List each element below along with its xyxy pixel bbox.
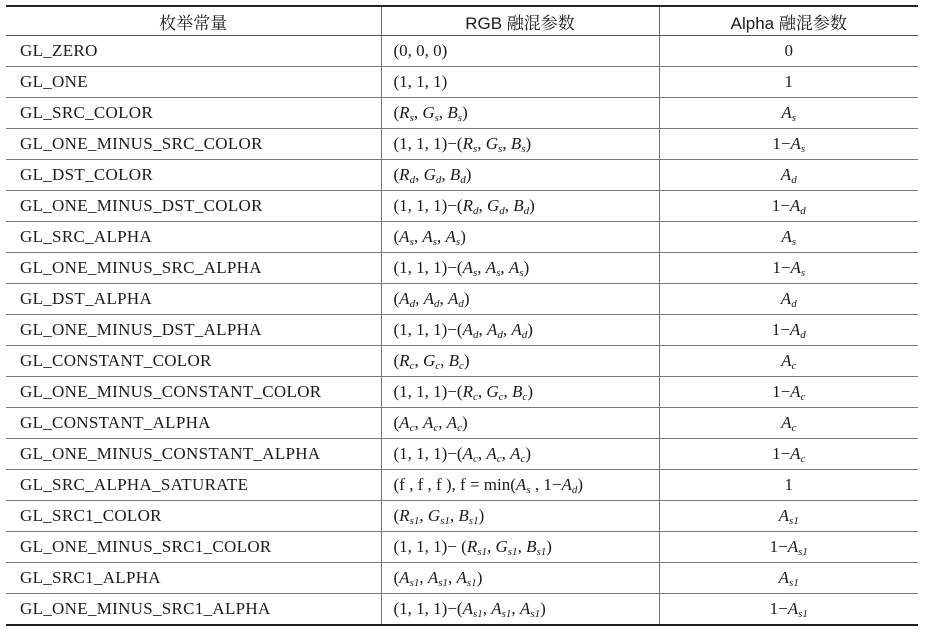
formula-text: , [448, 568, 457, 587]
formula-subscript: s1 [438, 577, 449, 589]
alpha-factor-cell [659, 563, 918, 594]
alpha-factor-cell [659, 36, 918, 67]
formula-text: (1, 1, 1)−( [393, 134, 463, 153]
table-body [6, 36, 918, 626]
enum-constant-cell: GL_SRC1_COLOR [6, 501, 381, 532]
formula-variable: A [510, 444, 521, 463]
formula-subscript: s1 [477, 546, 487, 558]
formula-text: , [441, 165, 450, 184]
formula-variable: A [787, 537, 799, 556]
formula-text: ) [577, 475, 583, 494]
alpha-factor-cell [659, 160, 918, 191]
rgb-factor-cell [381, 191, 659, 222]
formula-variable: A [462, 599, 473, 618]
formula-subscript: s [409, 112, 414, 124]
enum-constant-cell: GL_ONE_MINUS_CONSTANT_ALPHA [6, 439, 381, 470]
formula-variable: A [790, 134, 801, 153]
formula-variable: B [526, 537, 537, 556]
formula-subscript: s1 [536, 546, 547, 558]
formula-text: , [414, 351, 423, 370]
formula-subscript: s [409, 236, 414, 248]
alpha-factor-cell [659, 408, 918, 439]
formula-subscript: s1 [501, 608, 512, 620]
formula-text: , [413, 227, 423, 246]
formula-variable: A [781, 103, 792, 122]
formula-subscript: s [432, 236, 438, 248]
formula-variable: A [399, 413, 410, 432]
formula-text: 1− [769, 599, 788, 618]
formula-text: ) [525, 134, 532, 153]
formula-variable: A [781, 413, 792, 432]
formula-text: , 1− [530, 475, 562, 494]
formula-text: (1, 1, 1)−( [393, 196, 463, 215]
rgb-factor-cell [381, 98, 659, 129]
formula-text: 0 [784, 41, 793, 60]
formula-subscript: s [496, 267, 501, 279]
enum-constant-cell: GL_SRC1_ALPHA [6, 563, 381, 594]
formula-subscript: d [472, 329, 479, 341]
formula-text: ) [476, 568, 483, 587]
formula-text: ( [393, 506, 400, 525]
formula-text: , [415, 289, 424, 308]
formula-text: ( [393, 165, 400, 184]
formula-subscript: s [457, 112, 463, 124]
enum-constant-cell: GL_SRC_COLOR [6, 98, 381, 129]
formula-text: ) [523, 258, 530, 277]
formula-text: , [439, 289, 448, 308]
formula-subscript: d [800, 329, 806, 341]
formula-subscript: s [472, 143, 478, 155]
formula-subscript: c [791, 422, 797, 434]
rgb-factor-cell [381, 346, 659, 377]
formula-text: ) [462, 413, 468, 432]
formula-text: ( [393, 227, 400, 246]
formula-variable: A [781, 227, 792, 246]
rgb-factor-cell [381, 253, 659, 284]
enum-constant-cell: GL_ONE_MINUS_SRC1_ALPHA [6, 594, 381, 626]
formula-variable: A [519, 599, 531, 618]
alpha-factor-cell [659, 253, 918, 284]
formula-text: 1 [784, 72, 793, 91]
table-row [6, 470, 918, 501]
formula-subscript: d [523, 205, 530, 217]
formula-subscript: s1 [468, 515, 479, 527]
formula-variable: G [486, 382, 499, 401]
alpha-factor-cell [659, 439, 918, 470]
formula-variable: A [462, 258, 473, 277]
formula-subscript: c [520, 453, 526, 465]
formula-variable: R [462, 196, 473, 215]
table-row [6, 284, 918, 315]
formula-text: , [440, 351, 449, 370]
formula-text: 1− [772, 382, 791, 401]
rgb-factor-cell [381, 377, 659, 408]
formula-text: , [517, 537, 527, 556]
formula-variable: G [427, 506, 441, 525]
rgb-factor-cell [381, 594, 659, 626]
formula-subscript: s1 [798, 546, 808, 558]
formula-variable: R [462, 134, 473, 153]
formula-text: ) [529, 196, 535, 215]
formula-text: 1− [771, 196, 790, 215]
formula-text: (1, 1, 1)− ( [393, 537, 467, 556]
formula-text: 1− [772, 258, 791, 277]
formula-subscript: d [800, 205, 806, 217]
alpha-factor-cell [659, 284, 918, 315]
rgb-factor-cell [381, 222, 659, 253]
formula-text: , [482, 599, 492, 618]
formula-subscript: s1 [409, 515, 420, 527]
formula-variable: A [561, 475, 572, 494]
formula-variable: A [781, 351, 792, 370]
formula-subscript: d [497, 329, 503, 341]
alpha-factor-cell [659, 129, 918, 160]
formula-text: , [502, 134, 511, 153]
formula-text: , [449, 506, 459, 525]
formula-variable: A [486, 444, 497, 463]
formula-variable: B [449, 165, 461, 184]
formula-text: ) [460, 227, 466, 246]
rgb-factor-cell [381, 470, 659, 501]
formula-subscript: c [496, 453, 502, 465]
formula-variable: A [778, 506, 790, 525]
formula-variable: A [790, 258, 801, 277]
formula-variable: G [486, 196, 500, 215]
formula-subscript: c [800, 453, 806, 465]
formula-text: ) [546, 537, 552, 556]
formula-subscript: d [521, 329, 528, 341]
formula-subscript: s1 [530, 608, 541, 620]
formula-variable: A [422, 227, 433, 246]
rgb-factor-cell [381, 36, 659, 67]
formula-subscript: d [571, 484, 578, 496]
formula-text: ( [393, 103, 400, 122]
alpha-factor-cell [659, 67, 918, 98]
formula-text: , [511, 599, 520, 618]
formula-variable: A [399, 227, 410, 246]
formula-subscript: c [435, 360, 441, 372]
formula-variable: G [422, 103, 435, 122]
formula-text: ( [393, 289, 400, 308]
formula-subscript: s [791, 112, 797, 124]
formula-text: , [415, 165, 424, 184]
enum-constant-cell: GL_DST_COLOR [6, 160, 381, 191]
formula-variable: G [485, 134, 499, 153]
formula-text: , [487, 537, 496, 556]
formula-variable: A [423, 289, 434, 308]
formula-subscript: d [791, 174, 797, 186]
header-enum-constant: 枚举常量 [6, 6, 381, 36]
formula-subscript: s [791, 236, 797, 248]
formula-text: ) [527, 382, 533, 401]
enum-constant-cell: GL_ONE_MINUS_DST_ALPHA [6, 315, 381, 346]
formula-variable: A [515, 475, 527, 494]
alpha-factor-cell [659, 315, 918, 346]
formula-variable: R [399, 165, 410, 184]
formula-text: ) [462, 103, 468, 122]
formula-variable: G [423, 165, 436, 184]
formula-subscript: s [472, 267, 478, 279]
formula-subscript: s [455, 236, 461, 248]
formula-subscript: c [409, 360, 415, 372]
formula-variable: R [462, 382, 473, 401]
formula-variable: A [445, 227, 456, 246]
rgb-factor-cell [381, 284, 659, 315]
formula-text: , [477, 134, 486, 153]
rgb-factor-cell [381, 532, 659, 563]
formula-subscript: d [435, 174, 442, 186]
enum-constant-cell: GL_DST_ALPHA [6, 284, 381, 315]
table-row [6, 253, 918, 284]
table-row [6, 36, 918, 67]
table-row [6, 439, 918, 470]
header-rgb-blend-factor: RGB 融混参数 [381, 6, 659, 36]
table-row [6, 129, 918, 160]
formula-subscript: s1 [789, 515, 799, 527]
formula-subscript: d [409, 298, 416, 310]
formula-subscript: d [499, 205, 505, 217]
formula-text: (1, 1, 1)−( [393, 599, 463, 618]
rgb-factor-cell [381, 67, 659, 98]
formula-variable: G [495, 537, 508, 556]
formula-text: ) [463, 351, 470, 370]
formula-text: , [414, 413, 423, 432]
formula-text: (1, 1, 1) [393, 72, 448, 91]
table-row [6, 532, 918, 563]
formula-variable: A [462, 320, 473, 339]
formula-variable: A [780, 289, 792, 308]
formula-text: , [477, 444, 487, 463]
rgb-factor-cell [381, 408, 659, 439]
formula-subscript: d [409, 174, 416, 186]
formula-text: (1, 1, 1)−( [393, 258, 463, 277]
formula-text: ) [478, 506, 485, 525]
formula-subscript: s1 [409, 577, 420, 589]
formula-text: ) [525, 444, 532, 463]
formula-variable: A [790, 382, 801, 401]
formula-variable: A [508, 258, 520, 277]
table-row [6, 67, 918, 98]
formula-text: (0, 0, 0) [393, 41, 448, 60]
formula-variable: B [512, 382, 523, 401]
formula-variable: A [787, 599, 799, 618]
formula-variable: A [447, 289, 459, 308]
formula-subscript: d [791, 298, 797, 310]
formula-text: ) [540, 599, 546, 618]
formula-subscript: c [472, 391, 478, 403]
formula-variable: G [422, 351, 436, 370]
enum-constant-cell: GL_ONE_MINUS_CONSTANT_COLOR [6, 377, 381, 408]
alpha-factor-cell [659, 532, 918, 563]
blend-factor-table [6, 5, 918, 626]
formula-subscript: d [458, 298, 464, 310]
formula-subscript: c [433, 422, 439, 434]
table-row [6, 191, 918, 222]
formula-variable: R [466, 537, 478, 556]
formula-variable: B [458, 506, 469, 525]
formula-variable: A [486, 320, 498, 339]
formula-subscript: c [457, 422, 463, 434]
table-row [6, 594, 918, 626]
formula-variable: A [789, 320, 801, 339]
formula-variable: B [448, 351, 460, 370]
formula-subscript: s1 [466, 577, 477, 589]
table-row [6, 408, 918, 439]
formula-subscript: c [409, 422, 415, 434]
formula-text: ( [393, 351, 400, 370]
formula-subscript: s [800, 267, 806, 279]
formula-text: ( [393, 568, 400, 587]
formula-subscript: d [460, 174, 466, 186]
table-row [6, 501, 918, 532]
formula-variable: A [511, 320, 522, 339]
formula-text: (1, 1, 1)−( [393, 320, 463, 339]
formula-text: (1, 1, 1)−( [393, 444, 463, 463]
formula-subscript: c [459, 360, 464, 372]
formula-text: 1− [769, 537, 788, 556]
formula-variable: A [485, 258, 497, 277]
formula-variable: A [778, 568, 790, 587]
rgb-factor-cell [381, 439, 659, 470]
alpha-factor-cell [659, 501, 918, 532]
formula-text: , [438, 103, 448, 122]
formula-text: , [419, 568, 428, 587]
formula-subscript: s1 [789, 577, 799, 589]
formula-text: , [419, 506, 428, 525]
table-row [6, 346, 918, 377]
formula-subscript: s [434, 112, 439, 124]
formula-subscript: s [521, 143, 526, 155]
formula-subscript: s [800, 143, 806, 155]
table-row [6, 160, 918, 191]
formula-text: , [503, 382, 513, 401]
formula-variable: B [447, 103, 458, 122]
formula-subscript: c [498, 391, 504, 403]
formula-subscript: s1 [507, 546, 518, 558]
header-alpha-blend-factor: Alpha 融混参数 [659, 6, 918, 36]
rgb-factor-cell [381, 160, 659, 191]
formula-text: , [478, 320, 487, 339]
formula-subscript: s [498, 143, 503, 155]
alpha-factor-cell [659, 222, 918, 253]
table-row [6, 563, 918, 594]
alpha-factor-cell [659, 377, 918, 408]
formula-text: 1− [772, 134, 791, 153]
formula-variable: A [427, 568, 439, 587]
formula-text: , [477, 258, 486, 277]
formula-variable: A [491, 599, 502, 618]
table-header-row [6, 6, 918, 36]
formula-variable: A [422, 413, 434, 432]
enum-constant-cell: GL_CONSTANT_COLOR [6, 346, 381, 377]
formula-text: (f , f , f ), f = min( [393, 475, 516, 494]
formula-text: ( [393, 413, 400, 432]
formula-text: , [438, 413, 447, 432]
formula-text: , [413, 103, 423, 122]
alpha-factor-cell [659, 594, 918, 626]
rgb-factor-cell [381, 315, 659, 346]
formula-variable: A [462, 444, 473, 463]
alpha-factor-cell [659, 191, 918, 222]
formula-subscript: c [472, 453, 478, 465]
formula-variable: R [399, 506, 410, 525]
enum-constant-cell: GL_ONE_MINUS_SRC1_COLOR [6, 532, 381, 563]
formula-subscript: s1 [472, 608, 483, 620]
table-row [6, 98, 918, 129]
formula-variable: R [399, 351, 410, 370]
rgb-factor-cell [381, 563, 659, 594]
formula-text: , [502, 320, 512, 339]
blend-factor-table-container [6, 5, 918, 626]
formula-text: , [437, 227, 446, 246]
formula-subscript: d [433, 298, 440, 310]
formula-variable: R [399, 103, 410, 122]
formula-variable: B [513, 196, 524, 215]
rgb-factor-cell [381, 129, 659, 160]
formula-text: , [500, 258, 509, 277]
table-row [6, 377, 918, 408]
formula-text: , [501, 444, 511, 463]
formula-subscript: s1 [440, 515, 450, 527]
formula-variable: B [510, 134, 522, 153]
enum-constant-cell: GL_SRC_ALPHA_SATURATE [6, 470, 381, 501]
formula-subscript: s [526, 484, 531, 496]
formula-subscript: s [519, 267, 524, 279]
formula-text: , [504, 196, 514, 215]
formula-variable: A [456, 568, 467, 587]
formula-text: 1− [771, 320, 790, 339]
alpha-factor-cell [659, 98, 918, 129]
enum-constant-cell: GL_ONE_MINUS_SRC_COLOR [6, 129, 381, 160]
alpha-factor-cell [659, 346, 918, 377]
formula-text: (1, 1, 1)−( [393, 382, 463, 401]
formula-variable: A [789, 196, 801, 215]
rgb-factor-cell [381, 501, 659, 532]
formula-text: ) [465, 165, 472, 184]
formula-subscript: s1 [798, 608, 808, 620]
table-row [6, 315, 918, 346]
enum-constant-cell: GL_ONE_MINUS_SRC_ALPHA [6, 253, 381, 284]
formula-text: 1− [772, 444, 791, 463]
formula-subscript: c [522, 391, 528, 403]
formula-variable: A [446, 413, 458, 432]
formula-text: , [477, 382, 487, 401]
enum-constant-cell: GL_SRC_ALPHA [6, 222, 381, 253]
formula-subscript: c [791, 360, 797, 372]
formula-text: , [478, 196, 487, 215]
formula-variable: A [790, 444, 801, 463]
enum-constant-cell: GL_ONE_MINUS_DST_COLOR [6, 191, 381, 222]
alpha-factor-cell [659, 470, 918, 501]
formula-subscript: c [800, 391, 806, 403]
enum-constant-cell: GL_CONSTANT_ALPHA [6, 408, 381, 439]
formula-text: ) [527, 320, 533, 339]
formula-text: 1 [784, 475, 793, 494]
formula-text: ) [463, 289, 470, 308]
formula-variable: A [399, 289, 410, 308]
formula-subscript: d [472, 205, 479, 217]
formula-variable: A [780, 165, 792, 184]
formula-variable: A [399, 568, 410, 587]
enum-constant-cell: GL_ZERO [6, 36, 381, 67]
enum-constant-cell: GL_ONE [6, 67, 381, 98]
table-row [6, 222, 918, 253]
